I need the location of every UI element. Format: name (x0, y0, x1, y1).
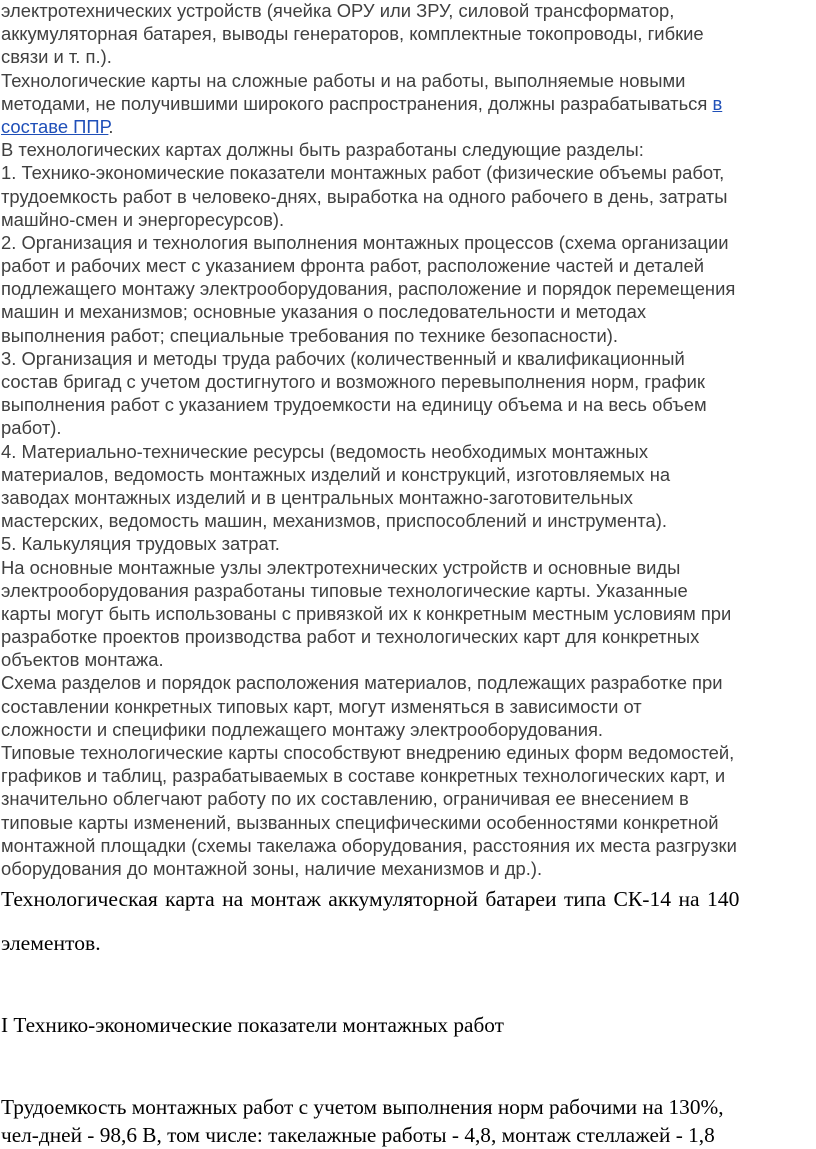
text-line: 1. Технико-экономические показатели монтажных работ (физические объемы работ, (1, 162, 725, 184)
text-fragment: методами, не получившими широкого распространения, должны разрабатываться (1, 92, 713, 114)
text-line: машин и механизмов; основные указания о последовательности и методах (1, 301, 647, 323)
ppr-link-part1[interactable]: в (712, 92, 723, 114)
labor-text-line-1: Трудоемкость монтажных работ с учетом выполнения норм рабочими на 130%, (1, 1095, 724, 1119)
text-line: заводах монтажных изделий и в центральных монтажно-заготовительных (1, 486, 633, 508)
text-line: В технологических картах должны быть разработаны следующие разделы: (1, 139, 644, 161)
text-line: 4. Материально-технические ресурсы (ведомость необходимых монтажных (1, 440, 649, 462)
text-line: состав бригад с учетом достигнутого и возможного перевыполнения норм, график (1, 371, 705, 392)
text-line: оборудования до монтажной зоны, наличие механизмов и др.). (1, 857, 543, 879)
text-line: монтажной площадки (схемы такелажа оборудования, расстояния их места разгрузки (1, 834, 737, 856)
text-line: машйно-смен и энергоресурсов). (1, 208, 285, 230)
text-line: графиков и таблиц, разрабатываемых в составе конкретных технологических карт, и (1, 765, 726, 787)
text-line: электротехнических устройств (ячейка ОРУ или ЗРУ, силовой трансформатор, (1, 0, 675, 21)
text-line: разработке проектов производства работ и технологических карт для конкретных (1, 626, 700, 648)
text-line: подлежащего монтажу электрооборудования, расположение и порядок перемещения (1, 278, 736, 300)
intro-text-block (1, 0, 816, 880)
text-line: электрооборудования разработаны типовые технологические карты. Указанные (1, 579, 688, 601)
text-line: аккумуляторная батарея, выводы генераторов, комплектные токопроводы, гибкие (1, 23, 704, 45)
text-line: материалов, ведомость монтажных изделий и конструкций, изготовляемых на (1, 463, 671, 485)
labor-text-line-2: чел-дней - 98,6 В, том числе: такелажные работы - 4,8, монтаж стеллажей - 1,8 (1, 1123, 715, 1147)
text-line: работ). (1, 417, 62, 439)
text-line: значительно облегчают работу по их составлению, ограничивая ее внесением в (1, 788, 689, 810)
subsection-heading: I Технико-экономические показатели монтажных работ (1, 1013, 504, 1037)
text-line: выполнения работ; специальные требования по технике безопасности). (1, 324, 619, 346)
ppr-link-part2[interactable]: составе ППР (1, 115, 109, 137)
text-line: сложности и специфики подлежащего монтажу электрооборудования. (1, 718, 604, 740)
text-line: работ и рабочих мест с указанием фронта работ, расположение частей и деталей (1, 255, 704, 277)
text-line (1, 92, 816, 115)
text-line: 2. Организация и технология выполнения монтажных процессов (схема организации (1, 231, 729, 253)
text-line: Типовые технологические карты способствуют внедрению единых форм ведомостей, (1, 742, 735, 763)
text-line: Схема разделов и порядок расположения материалов, подлежащих разработке при (1, 672, 723, 694)
text-line: мастерских, ведомость машин, механизмов, приспособлений и инструмента). (1, 510, 667, 532)
text-line: связи и т. п.). (1, 46, 112, 68)
text-line: объектов монтажа. (1, 649, 164, 671)
text-line: Технологические карты на сложные работы и на работы, выполняемые новыми (1, 69, 686, 91)
text-line (1, 115, 816, 138)
section-title-line-2: элементов. (1, 931, 101, 955)
text-line: карты могут быть использованы с привязкой их к конкретным местным условиям при (1, 602, 732, 624)
text-line: 3. Организация и методы труда рабочих (количественный и квалификационный (1, 347, 685, 369)
text-line: 5. Калькуляция трудовых затрат. (1, 533, 280, 555)
text-line: составлении конкретных типовых карт, могут изменяться в зависимости от (1, 695, 642, 717)
text-line: трудоемкость работ в человеко-днях, выработка на одного рабочего в день, затраты (1, 185, 728, 207)
section-title-line-1: Технологическая карта на монтаж аккумуляторной батареи типа СК-14 на 140 (1, 887, 740, 911)
text-line: выполнения работ с указанием трудоемкости на единицу объема и на весь объем (1, 394, 707, 416)
text-line: На основные монтажные узлы электротехнических устройств и основные виды (1, 556, 681, 578)
text-fragment: . (108, 115, 114, 137)
text-line: типовые карты изменений, вызванных специфическими особенностями конкретной (1, 811, 719, 833)
